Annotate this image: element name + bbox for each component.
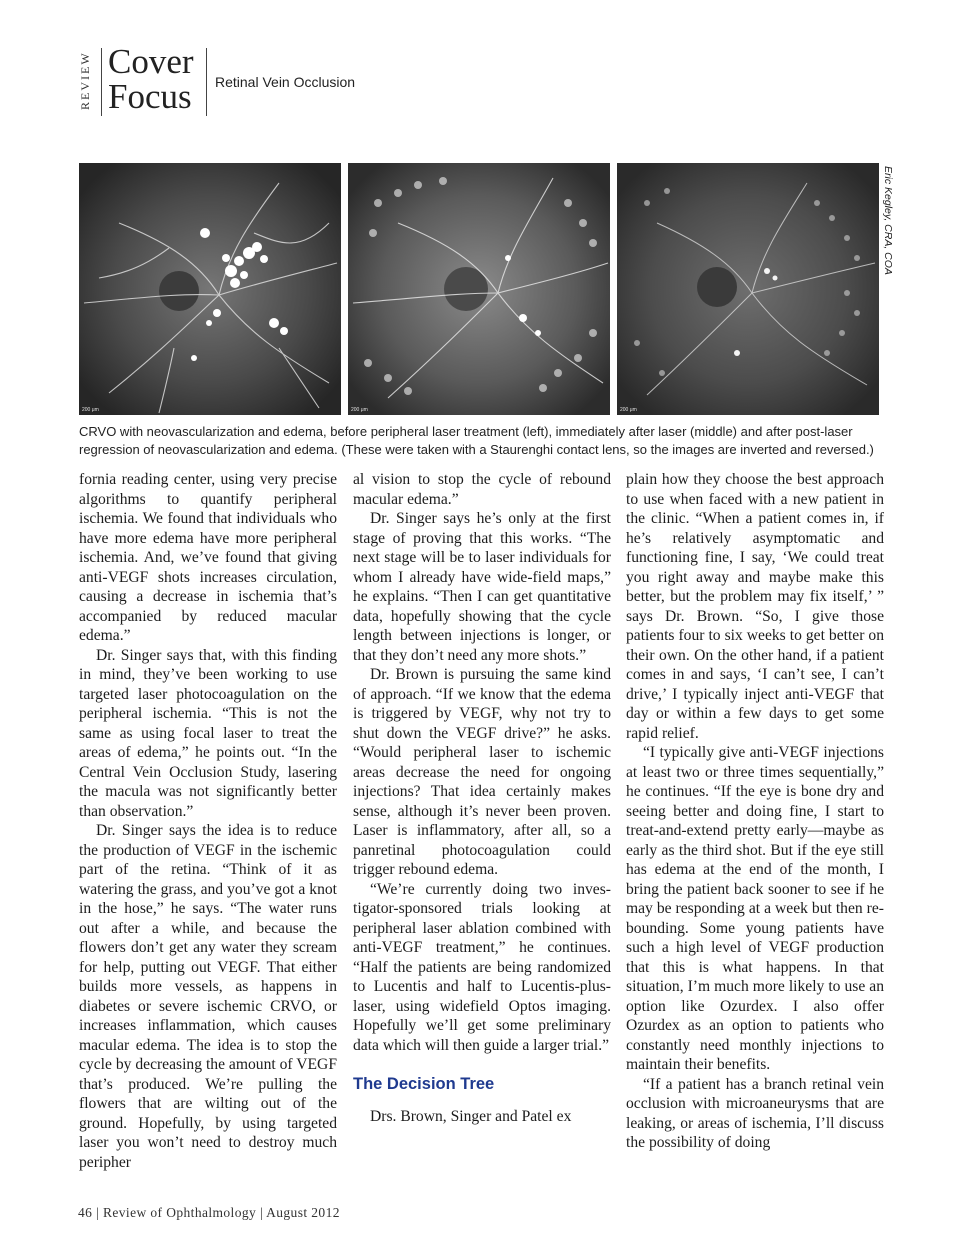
issue-date: August 2012 [266,1205,340,1220]
cover-focus-title [108,44,194,114]
footer-separator: | [96,1205,100,1220]
paragraph: Dr. Singer says the idea is to reduce the production of VEGF in the ischemic part of the retina. “Think of it as watering the grass, and you’ve got a knot in the hose,” he says. “The water runs out after a while, and because the flowers don’t get any water they scream for help, putting out VEGF. That either builds more vessels, as happens in diabetes or severe ischemic CRVO, or increases inflammation, which causes macular edema. The idea is to stop the cycle by decreasing the amount of VEGF that’s produced. We’re pulling the flowers that are wilting out of the ground. Hopefully, by using targeted laser you won’t need to destroy much peripher [79,822,337,1171]
text-column-1 [79,470,337,1172]
review-label: REVIEW [78,51,92,111]
fundus-figure [79,163,879,415]
journal-name: Review of Ophthalmology [102,1205,257,1220]
paragraph: “If a patient has a branch retinal vein occlusion with microaneurysms that are leaking, or areas of ischemia, I’ll discuss the possibility of doing [626,1075,884,1151]
paragraph: Dr. Singer says he’s only at the first stage of proving that this works. “The next stage will be to laser individuals for whom I already have wide-field maps,” he explains. “Then I can get quantitative data, hopefully showing that the cycle length between injections is longer, or that they don’t need any more shots.” [353,510,611,664]
photo-credit: Eric Kegley, CRA, COA [882,166,894,275]
page-footer [78,1205,340,1221]
figure-caption: CRVO with neovascularization and edema, before peripheral laser treatment (left), immediately after laser (middle) and after post-laser regression of neovascularization and edema. (These were taken with a Staurenghi contact lens, so the images are inverted and reversed.) [79,424,874,457]
scale-bar-label: 200 μm [620,407,637,413]
fundus-image-right [617,163,879,415]
paragraph: al vision to stop the cycle of rebound macular edema.” [353,471,611,508]
page-number: 46 [78,1205,93,1220]
scale-bar-label: 200 μm [82,407,99,413]
paragraph: Drs. Brown, Singer and Patel ex [370,1107,572,1125]
text-column-3 [626,470,884,1153]
paragraph: plain how they choose the best approach to use when faced with a new patient in the clinic. “When a patient comes in, if he’s relatively asymptomatic and functioning fine, I say, ‘We could treat you right away and maybe make this better, but the problem may fix itself,’ ” says Dr. Brown. “So, I give those patients four to six weeks to get better on their own. On the other hand, if a patient comes in and says, ‘I can’t see, I can’t drive,’ I typically inject anti-VEGF that day or within a few days to get some rapid relief. [626,471,884,742]
scale-bar-label: 200 μm [351,407,368,413]
text-column-2 [353,470,611,1126]
paragraph: “I typically give anti-VEGF injections at least two or three times sequentially,” he continues. “If the eye is bone dry and seeing better and doing fine, I start to treat-and-extend pretty early—maybe as early as the third shot. But if the eye still has edema at the end of the month, I bring the patient back sooner to see if he may be responding at a week but then rebounding. Some young patients have such a high level of VEGF production that this is what happens. In that situation, I’m much more likely to use an option like Ozurdex. I also offer Ozurdex as an option to patients who constantly need monthly injections to maintain their benefits. [626,744,884,1073]
title-line-2: Focus [108,77,192,116]
title-line-1: Cover [108,42,194,81]
fundus-image-middle [348,163,610,415]
paragraph: “We’re currently doing two investigator-sponsored trials looking at peripheral laser ablation combined with anti-VEGF treatment,” he continues. “Half the patients are being randomized to Lucentis and half to Lucentis-plus-laser, using widefield Optos imaging. Hopefully we’ll get some preliminary data which will then guide a larger trial.” [353,880,611,1054]
paragraph: Dr. Singer says that, with this finding in mind, they’ve been working to use targeted laser photocoagulation on the peripheral ischemia. “This is not the same as using focal laser to treat the areas of edema,” he points out. “In the Central Vein Occlusion Study, lasering the macula was not significantly better than observation.” [79,646,337,820]
header-divider [206,48,207,116]
footer-separator: | [259,1205,264,1220]
fundus-image-left [79,163,341,415]
section-label: Retinal Vein Occlusion [215,74,356,90]
paragraph: fornia reading center, using very precise algorithms to quantify peripheral ischemia. We found that individuals who have more edema have more peripheral ischemia. And, we’ve found that giving anti-VEGF shots increases circulation, causing a decrease in ischemia that’s accompanied by reduced macular edema.” [79,471,337,644]
header-divider [101,48,102,116]
paragraph: Dr. Brown is pursuing the same kind of approach. “If we know that the edema is triggered by VEGF, why not try to shut down the VEGF drive?” he asks. “Would peripheral laser to ischemic areas decrease the need for ongoing injections? That idea certainly makes sense, although it’s never been proven. Laser is inflammatory, after all, so a panretinal photocoagulation could trigger rebound edema. [353,666,611,878]
section-heading: The Decision Tree [353,1075,495,1093]
